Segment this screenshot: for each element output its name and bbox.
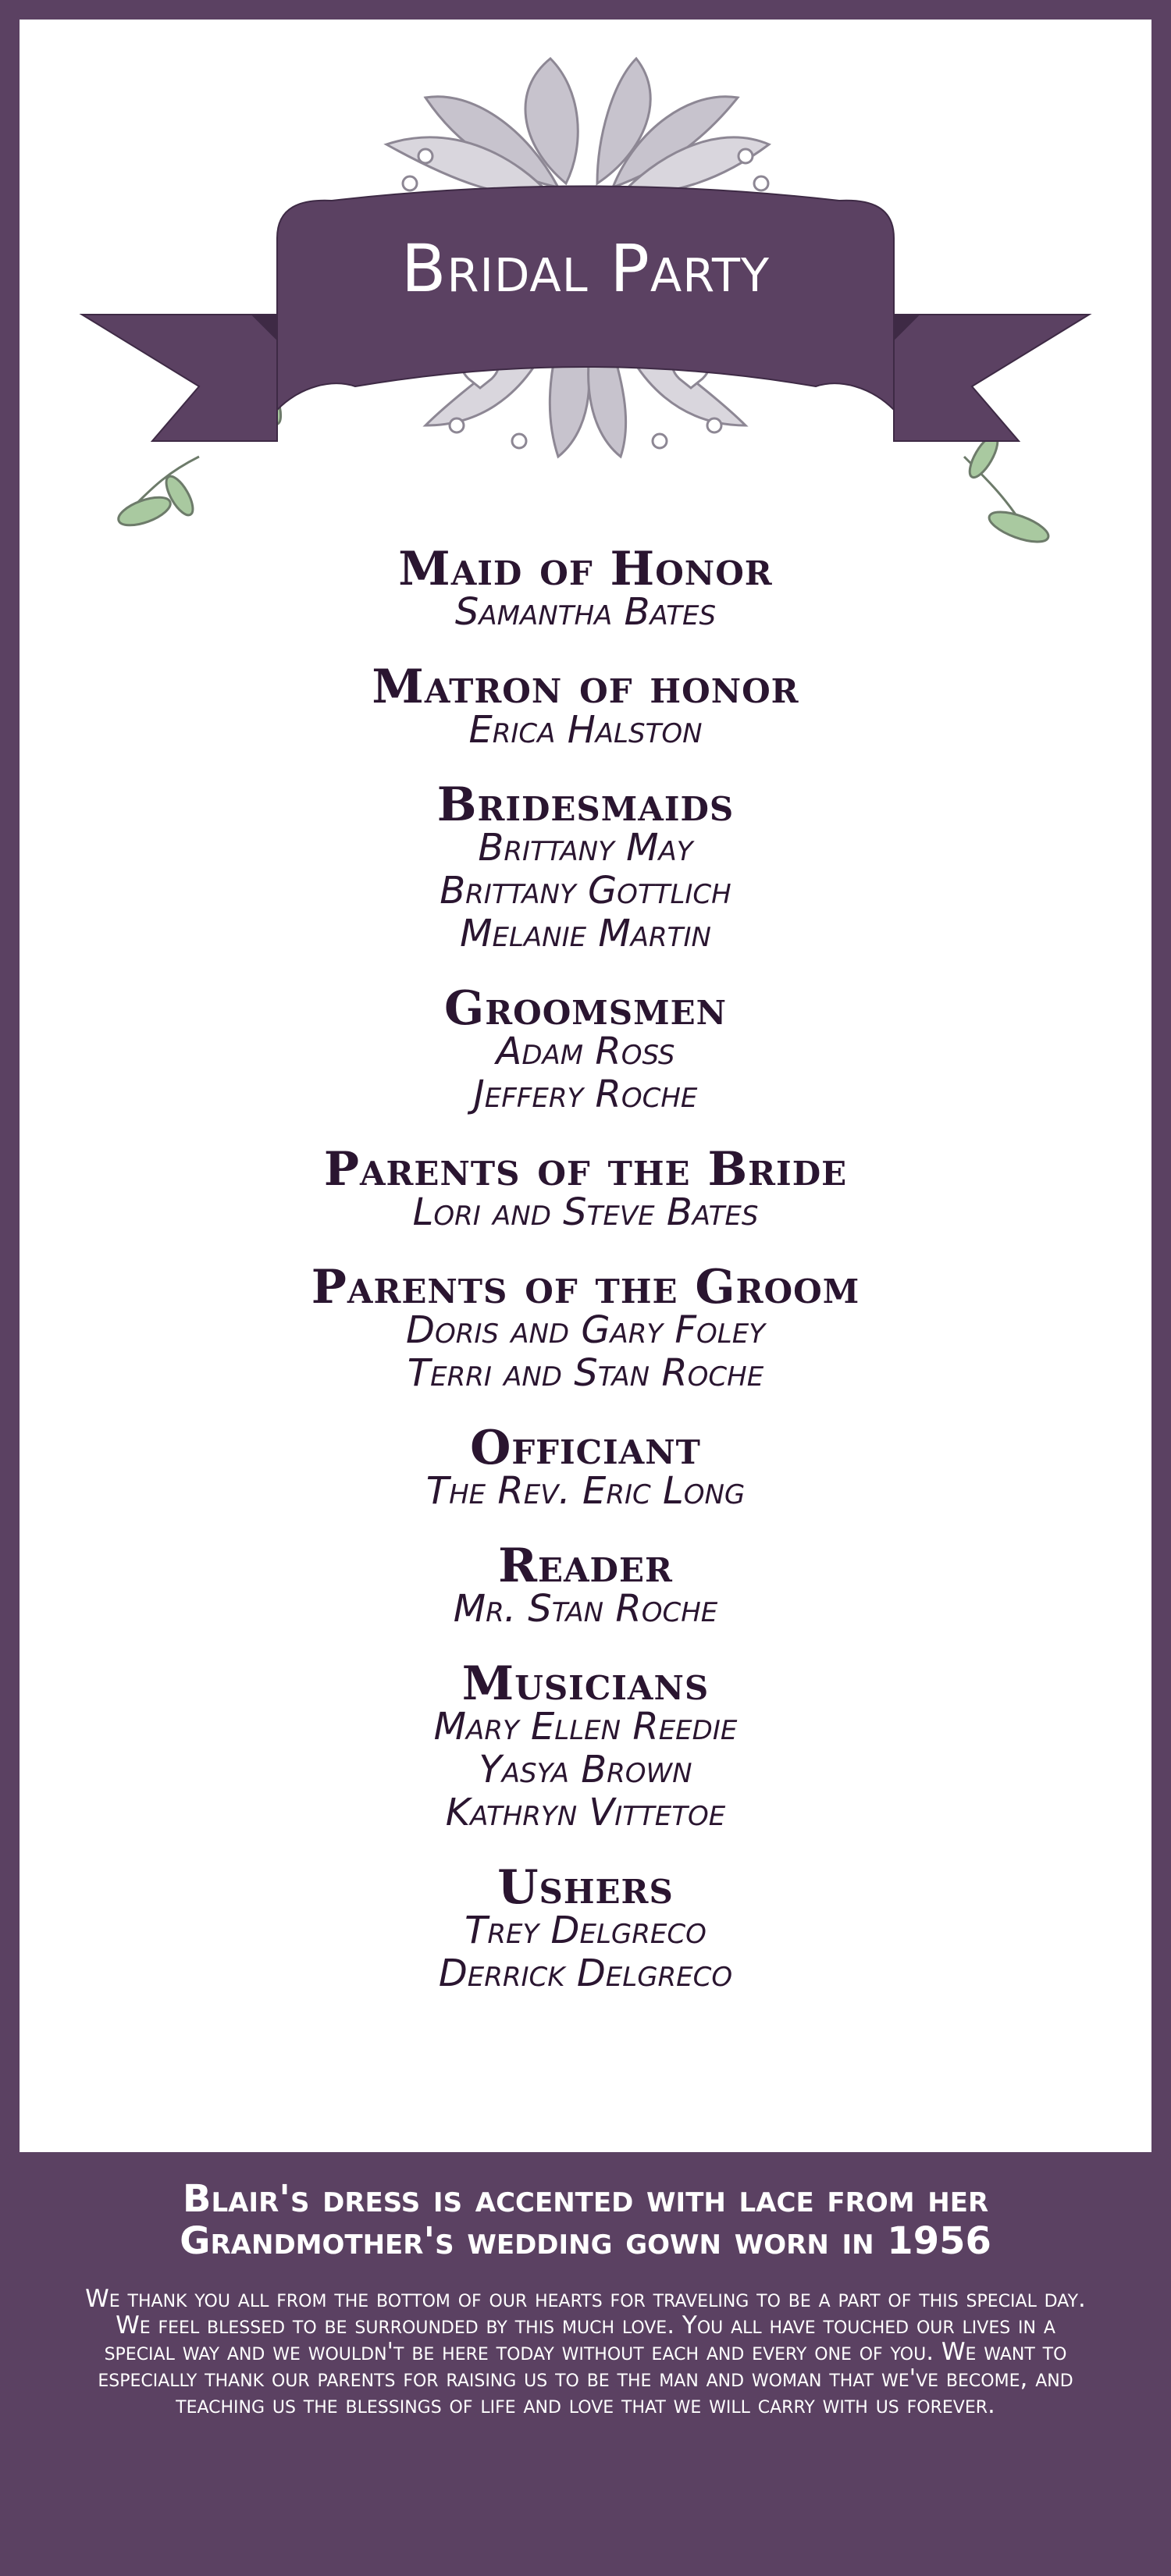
person-name: The Rev. Eric Long — [425, 1469, 746, 1513]
role-heading: Ushers — [497, 1860, 674, 1915]
roster-section — [20, 1260, 1151, 1395]
roster-section — [20, 1421, 1151, 1513]
person-name: Terri and Stan Roche — [407, 1351, 764, 1395]
person-name: Mary Ellen Reedie — [433, 1705, 738, 1749]
page-title: Bridal Party — [400, 230, 771, 307]
person-name: Mr. Stan Roche — [453, 1587, 718, 1631]
person-name: Doris and Gary Foley — [405, 1308, 765, 1352]
person-name: Melanie Martin — [460, 912, 711, 955]
person-name: Derrick Delgreco — [438, 1952, 733, 1995]
roster-section — [20, 1656, 1151, 1834]
person-name: Kathryn Vittetoe — [445, 1791, 726, 1834]
role-heading: Parents of the Bride — [323, 1142, 848, 1197]
role-heading: Parents of the Groom — [311, 1260, 860, 1315]
person-name: Lori and Steve Bates — [412, 1190, 759, 1234]
roster-section — [20, 660, 1151, 752]
roster-section — [20, 1860, 1151, 1995]
roster-section — [20, 777, 1151, 955]
role-heading: Maid of Honor — [398, 542, 773, 596]
roster-section — [20, 981, 1151, 1116]
person-name: Brittany Gottlich — [440, 869, 731, 913]
person-name: Trey Delgreco — [464, 1909, 707, 1952]
person-name: Adam Ross — [496, 1030, 675, 1073]
program-card — [20, 20, 1151, 2152]
person-name: Samantha Bates — [454, 590, 717, 634]
role-heading: Matron of honor — [372, 660, 799, 714]
roster-section — [20, 542, 1151, 634]
thank-you-message: We thank you all from the bottom of our hearts for traveling to be a part of this special day. We feel blessed to be surrounded by this much love. You all have touched our lives in a special way and we wouldn't be here today without each and every one of you. We want to especially thank our parents for raising us to be the man and woman that we've become, and teaching us the blessings of life and love that we will carry with us forever. — [85, 2285, 1086, 2419]
dedication-note: Blair's dress is accented with lace from her Grandmother's wedding gown worn in 1956 — [180, 2177, 991, 2263]
role-heading: Musicians — [461, 1656, 710, 1711]
roster-section — [20, 1142, 1151, 1234]
role-heading: Bridesmaids — [436, 777, 735, 832]
bridal-party-roster — [20, 542, 1151, 2026]
roster-section — [20, 1539, 1151, 1631]
role-heading: Officiant — [470, 1421, 701, 1475]
person-name: Brittany May — [478, 826, 693, 870]
person-name: Jeffery Roche — [473, 1073, 698, 1116]
person-name: Erica Halston — [468, 708, 703, 752]
role-heading: Reader — [498, 1539, 673, 1593]
person-name: Yasya Brown — [479, 1748, 692, 1791]
footer — [0, 2178, 1171, 2418]
role-heading: Groomsmen — [443, 981, 728, 1036]
